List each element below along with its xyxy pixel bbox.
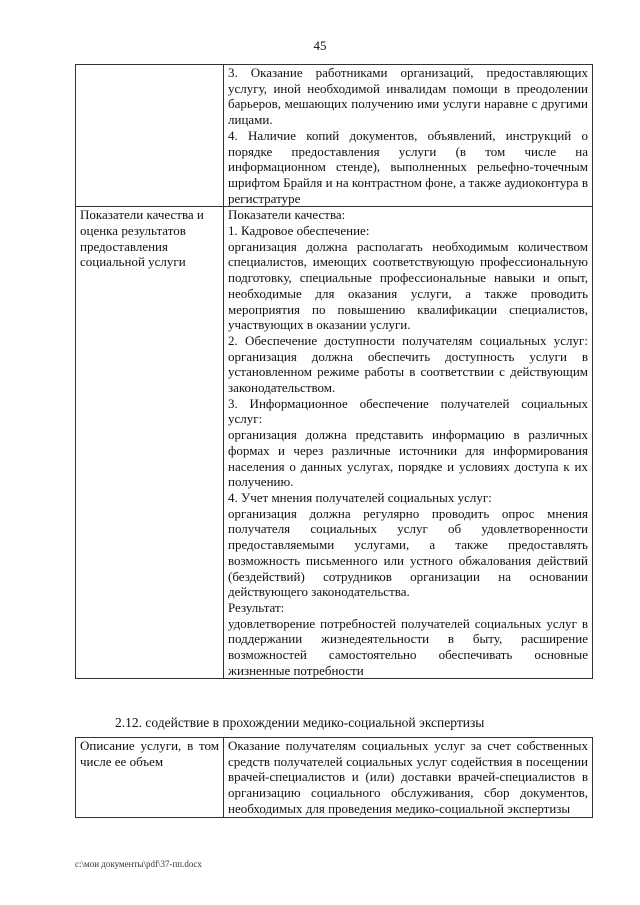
row-label: Описание услуги, в том числе ее объем	[76, 738, 224, 818]
section-heading: 2.12. содействие в прохождении медико-социальной экспертизы	[115, 715, 485, 730]
paragraph: Результат:	[228, 599, 285, 615]
page-number: 45	[313, 38, 327, 53]
paragraph: удовлетворение потребностей получателей социальных услуг в поддержании жизнедеятельности в быту, расширение возможностей самостоятельно обеспечивать основные жизненные потребности	[228, 615, 588, 678]
paragraph: 3. Оказание работниками организаций, предоставляющих услугу, иной необходимой инвалидам помощи в преодолении барьеров, мешающих получению ими услуги наравне с другими лицами.	[228, 65, 588, 128]
paragraph: организация должна представить информацию в различных формах и через различные источники для информирования населения о данных услугах, порядке и условиях доступа к их получению.	[228, 427, 588, 490]
row-content	[224, 207, 593, 679]
paragraph: 4. Учет мнения получателей социальных услуг:	[228, 489, 492, 505]
row-content	[224, 65, 593, 207]
paragraph: 2. Обеспечение доступности получателям социальных услуг: организация должна обеспечить доступность услуги в установленном режиме работы в соответствии с действующим законодательством.	[228, 332, 588, 396]
row-label: Показатели качества и оценка результатов предоставления социальной услуги	[76, 207, 224, 679]
table-row	[76, 65, 593, 207]
paragraph: организация должна располагать необходимым количеством специалистов, имеющих соответствующую профессиональную подготовку, специальные профессиональные навыки и опыт, необходимые для оказания услуги, а также проводить мероприятия по повышению квалификации специалистов, участвующих в оказании услуги.	[228, 238, 588, 333]
file-path-footer: c:\мои документы\pdf\37-пп.docx	[75, 859, 202, 869]
services-table-new	[75, 737, 593, 818]
paragraph: 1. Кадровое обеспечение:	[228, 223, 370, 239]
paragraph: 4. Наличие копий документов, объявлений, инструкций о порядке предоставления услуги (в том числе на информационном стенде), выполненных рельефно-точечным шрифтом Брайля и на контрастном фоне, а также аудиоконтура в регистратуре	[228, 127, 588, 206]
row-label-empty	[76, 65, 224, 207]
paragraph: Показатели качества:	[228, 207, 346, 223]
table-row	[76, 207, 593, 679]
table-row	[76, 738, 593, 818]
paragraph: 3. Информационное обеспечение получателей социальных услуг:	[228, 395, 588, 427]
paragraph: организация должна регулярно проводить опрос мнения получателя социальных услуг об удовлетворенности предоставляемыми услугами, а также предоставлять возможность письменного или устного обжалования действий (бездействий) сотрудников организации на основании действующего законодательства.	[228, 505, 588, 600]
services-table-continued	[75, 64, 593, 679]
row-content: Оказание получателям социальных услуг за счет собственных средств получателей социальных услуг содействия в посещении врачей-специалистов и (или) доставки врачей-специалистов в организацию социального обслуживания, сбор документов, необходимых для проведения медико-социальной экспертизы	[224, 738, 593, 818]
